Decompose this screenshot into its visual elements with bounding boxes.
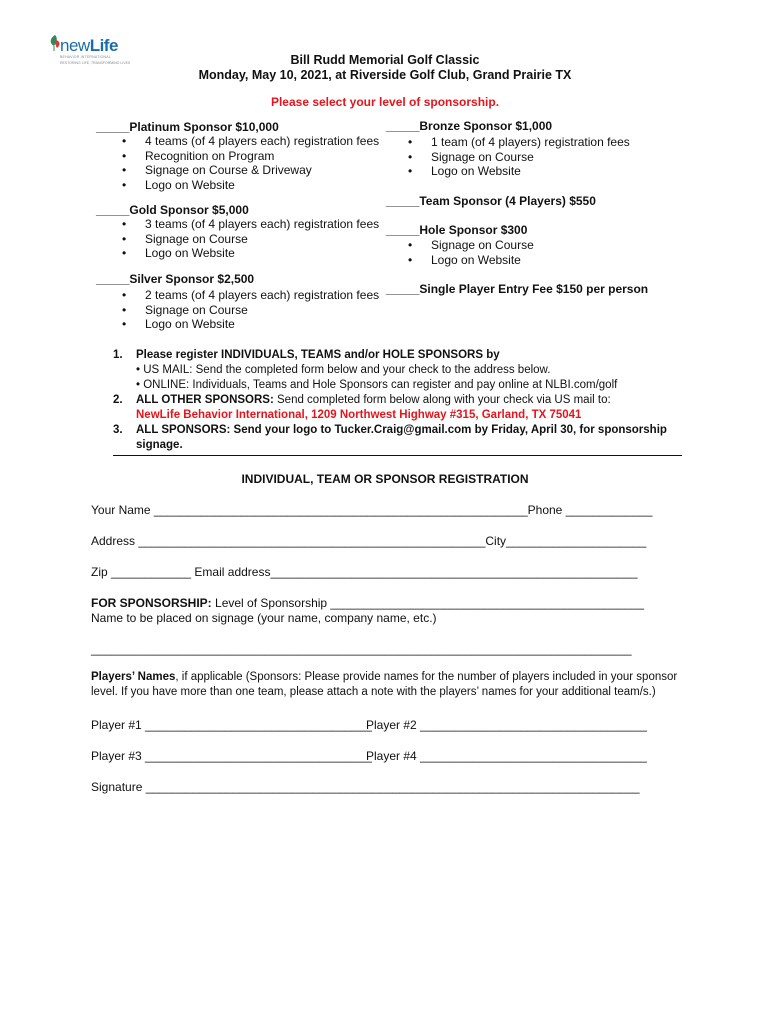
- player-3-field[interactable]: Player #3 __________________________________: [91, 749, 372, 763]
- bronze-benefits-list: [408, 135, 630, 179]
- hole-benefits-list: [408, 238, 534, 267]
- list-item: • Logo on Website: [122, 178, 379, 193]
- signage-name-field[interactable]: _________________________________________________________________________________: [91, 642, 632, 656]
- sponsorship-prompt: Please select your level of sponsorship.: [270, 95, 500, 109]
- player-4-field[interactable]: Player #4 __________________________________: [366, 749, 647, 763]
- gold-benefits-list: [122, 217, 379, 261]
- mailing-address: NewLife Behavior International, 1209 Northwest Highway #315, Garland, TX 75041: [136, 409, 582, 421]
- list-item: • 2 teams (of 4 players each) registration fees: [122, 288, 379, 303]
- platinum-sponsor-option[interactable]: _____Platinum Sponsor $10,000: [96, 120, 279, 134]
- instruction-number: 2.: [113, 394, 123, 406]
- instruction-2: ALL OTHER SPONSORS: Send completed form below along with your check via US mail to:: [136, 394, 611, 406]
- list-item: • Signage on Course & Driveway: [122, 163, 379, 178]
- list-item: • Signage on Course: [122, 232, 379, 247]
- list-item: • 3 teams (of 4 players each) registration fees: [122, 217, 379, 232]
- players-names-note: Players’ Names, if applicable (Sponsors: Please provide names for the number of players included in your sponsor: [91, 671, 678, 683]
- logo-tagline: RESTORING LIFE, TRANSFORMING LIVES: [60, 61, 131, 65]
- player-1-field[interactable]: Player #1 __________________________________: [91, 718, 372, 732]
- signage-name-label: Name to be placed on signage (your name, company name, etc.): [91, 611, 437, 625]
- instruction-1: Please register INDIVIDUALS, TEAMS and/or HOLE SPONSORS by: [136, 349, 500, 361]
- zip-email-field[interactable]: Zip ____________ Email address_______________________________________________________: [91, 565, 638, 579]
- name-phone-field[interactable]: Your Name ________________________________________________________Phone _____________: [91, 503, 653, 517]
- list-item: • Signage on Course: [122, 303, 379, 318]
- list-item: • Signage on Course: [408, 150, 630, 165]
- silver-benefits-list: [122, 288, 379, 332]
- instruction-number: 1.: [113, 349, 123, 361]
- gold-sponsor-option[interactable]: _____Gold Sponsor $5,000: [96, 203, 249, 217]
- list-item: • 1 team (of 4 players) registration fees: [408, 135, 630, 150]
- list-item: • Logo on Website: [122, 246, 379, 261]
- registration-instructions: [113, 349, 693, 459]
- list-item: • 4 teams (of 4 players each) registration fees: [122, 134, 379, 149]
- logo-wordmark: newLife: [60, 36, 118, 55]
- list-item: • Recognition on Program: [122, 149, 379, 164]
- registration-heading: INDIVIDUAL, TEAM OR SPONSOR REGISTRATION: [241, 472, 529, 486]
- list-item: • Logo on Website: [408, 164, 630, 179]
- players-names-note-cont: level. If you have more than one team, please attach a note with the players’ names for your additional team/s.): [91, 686, 656, 698]
- page-subtitle: Monday, May 10, 2021, at Riverside Golf Club, Grand Prairie TX: [198, 68, 572, 82]
- divider: [113, 455, 682, 456]
- instruction-number: 3.: [113, 424, 123, 436]
- list-item: • Logo on Website: [122, 317, 379, 332]
- list-item: • Signage on Course: [408, 238, 534, 253]
- address-city-field[interactable]: Address ____________________________________________________City_____________________: [91, 534, 647, 548]
- signature-field[interactable]: Signature __________________________________________________________________________: [91, 780, 640, 794]
- list-item: • Logo on Website: [408, 253, 534, 268]
- hole-sponsor-option[interactable]: _____Hole Sponsor $300: [386, 223, 528, 237]
- player-2-field[interactable]: Player #2 __________________________________: [366, 718, 647, 732]
- platinum-benefits-list: [122, 134, 379, 192]
- sponsorship-level-field[interactable]: FOR SPONSORSHIP: Level of Sponsorship _______________________________________________: [91, 596, 645, 610]
- instruction-1-mail: • US MAIL: Send the completed form below and your check to the address below.: [136, 364, 551, 376]
- instruction-3: ALL SPONSORS: Send your logo to Tucker.Craig@gmail.com by Friday, April 30, for sponsorship: [136, 424, 667, 436]
- page-title: Bill Rudd Memorial Golf Classic: [290, 53, 480, 67]
- instruction-1-online: • ONLINE: Individuals, Teams and Hole Sponsors can register and pay online at NLBI.com/golf: [136, 379, 618, 391]
- team-sponsor-option[interactable]: _____Team Sponsor (4 Players) $550: [386, 194, 596, 208]
- instruction-3-cont: signage.: [136, 439, 183, 451]
- logo-subtitle: BEHAVIOR INTERNATIONAL: [60, 55, 111, 59]
- silver-sponsor-option[interactable]: _____Silver Sponsor $2,500: [96, 272, 255, 286]
- single-player-option[interactable]: _____Single Player Entry Fee $150 per person: [386, 282, 649, 296]
- bronze-sponsor-option[interactable]: _____Bronze Sponsor $1,000: [386, 119, 553, 133]
